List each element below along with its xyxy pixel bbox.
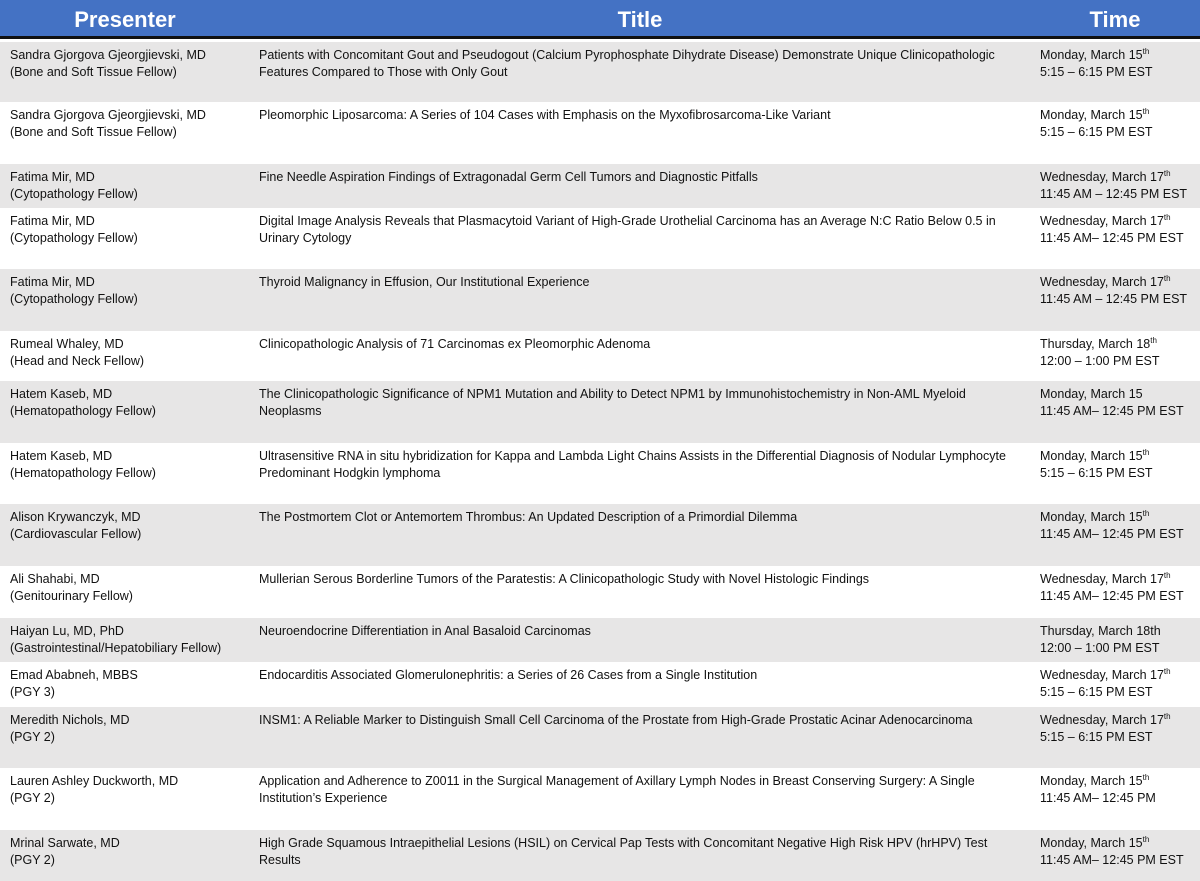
title-cell: Pleomorphic Liposarcoma: A Series of 104 Cases with Emphasis on the Myxofibrosarcoma-Like Variant (259, 108, 831, 122)
session-day: Wednesday, March 17th (1040, 212, 1171, 228)
day-suffix: th (1142, 772, 1150, 782)
time-cell (1040, 213, 1198, 247)
time-cell (1040, 448, 1198, 482)
presenter-cell (10, 835, 248, 869)
presenter-name: Hatem Kaseb, MD (10, 387, 113, 401)
time-cell (1040, 773, 1198, 807)
presenter-cell (10, 712, 248, 746)
day-suffix: th (1163, 273, 1171, 283)
title-cell: Fine Needle Aspiration Findings of Extragonadal Germ Cell Tumors and Diagnostic Pitfalls (259, 170, 758, 184)
presenter-name: Fatima Mir, MD (10, 170, 95, 184)
presenter-name: Emad Ababneh, MBBS (10, 668, 138, 682)
presenter-name: Sandra Gjorgova Gjeorgjievski, MD (10, 108, 206, 122)
presenter-role: (PGY 2) (10, 791, 55, 805)
day-suffix: th (1142, 46, 1150, 56)
table-row (0, 830, 1200, 881)
session-day: Monday, March 15th (1040, 106, 1150, 122)
session-time: 11:45 AM– 12:45 PM (1040, 791, 1156, 805)
presenter-cell (10, 667, 248, 701)
presenter-name: Fatima Mir, MD (10, 275, 95, 289)
time-cell (1040, 274, 1198, 308)
table-row (0, 504, 1200, 566)
session-day: Monday, March 15th (1040, 46, 1150, 62)
header-presenter: Presenter (74, 7, 176, 32)
day-suffix: th (1150, 335, 1157, 345)
session-time: 5:15 – 6:15 PM EST (1040, 125, 1153, 139)
time-cell (1040, 336, 1198, 370)
presenter-name: Rumeal Whaley, MD (10, 337, 124, 351)
session-time: 11:45 AM– 12:45 PM EST (1040, 589, 1184, 603)
time-cell (1040, 667, 1198, 701)
presenter-role: (PGY 2) (10, 730, 55, 744)
session-time: 11:45 AM– 12:45 PM EST (1040, 527, 1184, 541)
title-cell: Patients with Concomitant Gout and Pseudogout (Calcium Pyrophosphate Dihydrate Disease) Demonstrate Unique Clinicopathologic Features Compared to Those with Only Gout (259, 48, 995, 79)
presenter-cell (10, 107, 248, 141)
presenter-role: (Cytopathology Fellow) (10, 292, 138, 306)
presenter-role: (Bone and Soft Tissue Fellow) (10, 65, 177, 79)
table-row (0, 381, 1200, 443)
table-row (0, 566, 1200, 618)
table-row (0, 443, 1200, 504)
presenter-role: (Cytopathology Fellow) (10, 187, 138, 201)
time-cell (1040, 47, 1198, 81)
session-day: Wednesday, March 17th (1040, 711, 1171, 727)
session-time: 11:45 AM– 12:45 PM EST (1040, 231, 1184, 245)
presenter-role: (PGY 2) (10, 853, 55, 867)
presenter-role: (Cytopathology Fellow) (10, 231, 138, 245)
presenter-cell (10, 213, 248, 247)
title-cell: Mullerian Serous Borderline Tumors of the Paratestis: A Clinicopathologic Study with Novel Histologic Findings (259, 572, 870, 586)
session-time: 11:45 AM– 12:45 PM EST (1040, 404, 1184, 418)
day-suffix: th (1142, 834, 1150, 844)
session-day: Wednesday, March 17th (1040, 666, 1171, 682)
session-day: Thursday, March 18th (1040, 624, 1161, 638)
session-day: Monday, March 15th (1040, 508, 1150, 524)
presenter-name: Meredith Nichols, MD (10, 713, 130, 727)
presenter-name: Fatima Mir, MD (10, 214, 95, 228)
presenter-cell (10, 336, 248, 370)
presenter-name: Hatem Kaseb, MD (10, 449, 113, 463)
table-row (0, 618, 1200, 662)
session-day: Monday, March 15th (1040, 834, 1150, 850)
title-cell: Neuroendocrine Differentiation in Anal Basaloid Carcinomas (259, 624, 591, 638)
session-day: Wednesday, March 17th (1040, 168, 1171, 184)
day-suffix: th (1142, 508, 1150, 518)
time-cell (1040, 623, 1198, 657)
table-header (0, 0, 1200, 39)
table-row (0, 42, 1200, 102)
presenter-name: Lauren Ashley Duckworth, MD (10, 774, 179, 788)
presenter-role: (PGY 3) (10, 685, 55, 699)
presenter-cell (10, 571, 248, 605)
session-time: 5:15 – 6:15 PM EST (1040, 685, 1153, 699)
title-cell: Thyroid Malignancy in Effusion, Our Institutional Experience (259, 275, 590, 289)
presenter-role: (Hematopathology Fellow) (10, 466, 156, 480)
table-row (0, 269, 1200, 331)
table-row (0, 707, 1200, 768)
presenter-cell (10, 509, 248, 543)
presenter-role: (Head and Neck Fellow) (10, 354, 145, 368)
session-day: Monday, March 15th (1040, 447, 1150, 463)
presenter-role: (Genitourinary Fellow) (10, 589, 133, 603)
session-time: 5:15 – 6:15 PM EST (1040, 466, 1153, 480)
session-time: 5:15 – 6:15 PM EST (1040, 65, 1153, 79)
session-day: Thursday, March 18th (1040, 335, 1157, 351)
table-row (0, 662, 1200, 707)
day-suffix: th (1163, 212, 1171, 222)
title-cell: The Clinicopathologic Significance of NPM1 Mutation and Ability to Detect NPM1 by Immunohistochemistry in Non-AML Myeloid Neoplasms (259, 387, 966, 418)
time-cell (1040, 571, 1198, 605)
presenter-role: (Hematopathology Fellow) (10, 404, 156, 418)
day-suffix: th (1163, 570, 1171, 580)
day-suffix: th (1163, 666, 1171, 676)
time-cell (1040, 107, 1198, 141)
session-time: 11:45 AM– 12:45 PM EST (1040, 853, 1184, 867)
session-day: Wednesday, March 17th (1040, 570, 1171, 586)
session-time: 12:00 – 1:00 PM EST (1040, 641, 1160, 655)
session-day: Monday, March 15 (1040, 387, 1143, 401)
title-cell: The Postmortem Clot or Antemortem Thrombus: An Updated Description of a Primordial Dilemma (259, 510, 798, 524)
time-cell (1040, 509, 1198, 543)
presenter-cell (10, 169, 248, 203)
title-cell: Clinicopathologic Analysis of 71 Carcinomas ex Pleomorphic Adenoma (259, 337, 651, 351)
session-day: Monday, March 15th (1040, 772, 1150, 788)
table-row (0, 331, 1200, 381)
presenter-cell (10, 274, 248, 308)
day-suffix: th (1142, 447, 1150, 457)
day-suffix: th (1163, 711, 1171, 721)
presenter-cell (10, 448, 248, 482)
presenter-name: Mrinal Sarwate, MD (10, 836, 120, 850)
title-cell: Digital Image Analysis Reveals that Plasmacytoid Variant of High-Grade Urothelial Carcinoma has an Average N:C Ratio Below 0.5 in Urinary Cytology (259, 214, 996, 245)
table-row (0, 164, 1200, 208)
table-row (0, 208, 1200, 269)
title-cell: Endocarditis Associated Glomerulonephritis: a Series of 26 Cases from a Single Institution (259, 668, 758, 682)
presenter-cell (10, 47, 248, 81)
title-cell: High Grade Squamous Intraepithelial Lesions (HSIL) on Cervical Pap Tests with Concomitant Negative High Risk HPV (hrHPV) Test Results (259, 836, 988, 867)
presenter-name: Sandra Gjorgova Gjeorgjievski, MD (10, 48, 206, 62)
day-suffix: th (1163, 168, 1171, 178)
time-cell (1040, 169, 1198, 203)
presenter-role: (Bone and Soft Tissue Fellow) (10, 125, 177, 139)
presenter-role: (Gastrointestinal/Hepatobiliary Fellow) (10, 641, 222, 655)
presenter-cell (10, 773, 248, 807)
title-cell: Application and Adherence to Z0011 in the Surgical Management of Axillary Lymph Nodes in Breast Conserving Surgery: A Single Institution’s Experience (259, 774, 975, 805)
time-cell (1040, 712, 1198, 746)
title-cell: Ultrasensitive RNA in situ hybridization for Kappa and Lambda Light Chains Assists in the Differential Diagnosis of Nodular Lymphocyte Predominant Hodgkin lymphoma (259, 449, 1006, 480)
table-row (0, 768, 1200, 830)
time-cell (1040, 835, 1198, 869)
session-day: Wednesday, March 17th (1040, 273, 1171, 289)
presenter-cell (10, 386, 248, 420)
header-title: Title (617, 7, 663, 32)
session-time: 12:00 – 1:00 PM EST (1040, 354, 1160, 368)
presenter-name: Alison Krywanczyk, MD (10, 510, 141, 524)
time-cell (1040, 386, 1198, 420)
session-time: 11:45 AM – 12:45 PM EST (1040, 187, 1188, 201)
session-time: 5:15 – 6:15 PM EST (1040, 730, 1153, 744)
header-time: Time (1089, 7, 1141, 32)
presenter-name: Haiyan Lu, MD, PhD (10, 624, 124, 638)
day-suffix: th (1142, 106, 1150, 116)
presenter-role: (Cardiovascular Fellow) (10, 527, 142, 541)
title-cell: INSM1: A Reliable Marker to Distinguish Small Cell Carcinoma of the Prostate from High-Grade Prostatic Acinar Adenocarcinoma (259, 713, 973, 727)
presenter-cell (10, 623, 248, 657)
session-time: 11:45 AM – 12:45 PM EST (1040, 292, 1188, 306)
presenter-name: Ali Shahabi, MD (10, 572, 100, 586)
table-row (0, 102, 1200, 164)
